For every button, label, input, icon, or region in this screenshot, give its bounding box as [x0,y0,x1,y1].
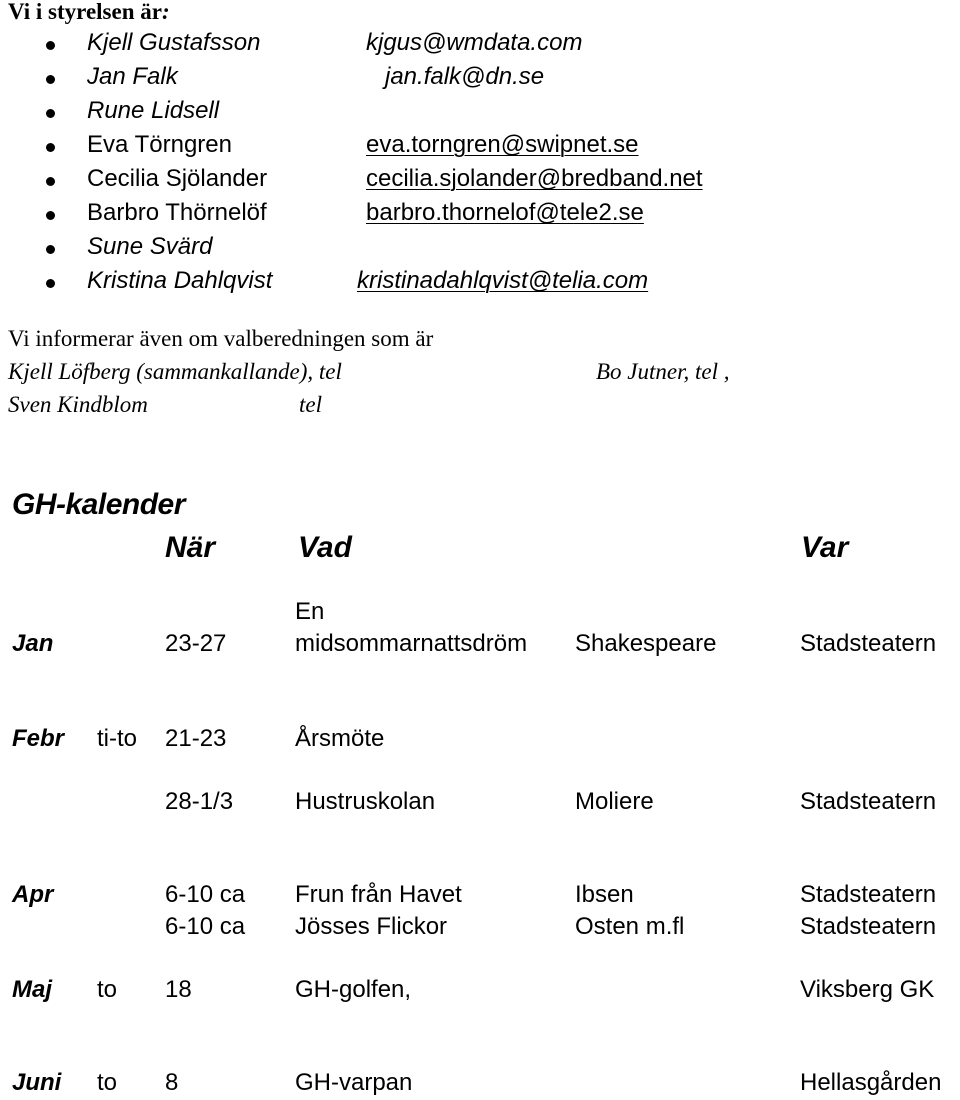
row-month: Jan [12,630,54,657]
member-email[interactable]: barbro.thornelof@tele2.se [366,199,644,226]
committee-phone: tel [299,392,322,417]
row-event: Årsmöte [295,725,385,752]
row-event-line1: En [295,598,325,625]
member-name: Kristina Dahlqvist [87,267,273,294]
row-day: to [97,976,118,1003]
member-name: Kjell Gustafsson [87,29,261,56]
row-author: Osten m.fl [575,913,685,940]
board-heading [8,0,170,25]
row-event: Hustruskolan [295,788,436,815]
column-header-when: När [165,531,216,564]
calendar-title: GH-kalender [12,488,185,521]
member-email[interactable]: kjgus@wmdata.com [366,29,583,56]
row-date: 6-10 ca [165,881,246,908]
row-author: Moliere [575,788,654,815]
bullet-icon [46,245,55,254]
committee-member: Kjell Löfberg (sammankallande), tel [8,359,342,384]
row-date: 28-1/3 [165,788,234,815]
row-month: Apr [12,881,54,908]
column-header-what: Vad [298,531,352,564]
bullet-icon [46,177,55,186]
bullet-icon [46,109,55,118]
row-month: Febr [12,725,65,752]
row-day: to [97,1069,118,1096]
bullet-icon [46,41,55,50]
member-name: Eva Törngren [87,131,232,158]
row-event: Frun från Havet [295,881,462,908]
row-date: 21-23 [165,725,227,752]
row-event: midsommarnattsdröm [295,630,528,657]
row-event: GH-varpan [295,1069,413,1096]
row-event: Jösses Flickor [295,913,448,940]
member-email[interactable]: eva.torngren@swipnet.se [366,131,639,158]
committee-intro: Vi informerar även om valberedningen som är [8,326,434,351]
member-name: Rune Lidsell [87,97,220,124]
member-email[interactable]: cecilia.sjolander@bredband.net [366,165,703,192]
row-venue: Hellasgården [800,1069,942,1096]
bullet-icon [46,143,55,152]
row-venue: Stadsteatern [800,788,937,815]
bullet-icon [46,279,55,288]
row-venue: Stadsteatern [800,913,937,940]
member-email[interactable]: jan.falk@dn.se [385,63,545,90]
row-venue: Viksberg GK [800,976,935,1003]
row-venue: Stadsteatern [800,630,937,657]
committee-member: Bo Jutner, tel , [596,359,730,384]
row-date: 8 [165,1069,179,1096]
bullet-icon [46,211,55,220]
row-date: 6-10 ca [165,913,246,940]
board-heading-colon: : [161,0,170,24]
board-heading-text: Vi i styrelsen är [8,0,162,24]
row-month: Juni [12,1069,62,1096]
row-author: Shakespeare [575,630,717,657]
bullet-icon [46,75,55,84]
column-header-where: Var [801,531,849,564]
row-day: ti-to [97,725,138,752]
committee-member: Sven Kindblom [8,392,148,417]
row-author: Ibsen [575,881,634,908]
row-date: 23-27 [165,630,227,657]
row-month: Maj [12,976,53,1003]
member-name: Cecilia Sjölander [87,165,268,192]
row-venue: Stadsteatern [800,881,937,908]
member-name: Barbro Thörnelöf [87,199,267,226]
row-event: GH-golfen, [295,976,412,1003]
member-name: Jan Falk [87,63,178,90]
member-email[interactable]: kristinadahlqvist@telia.com [357,267,649,294]
row-date: 18 [165,976,192,1003]
member-name: Sune Svärd [87,233,213,260]
